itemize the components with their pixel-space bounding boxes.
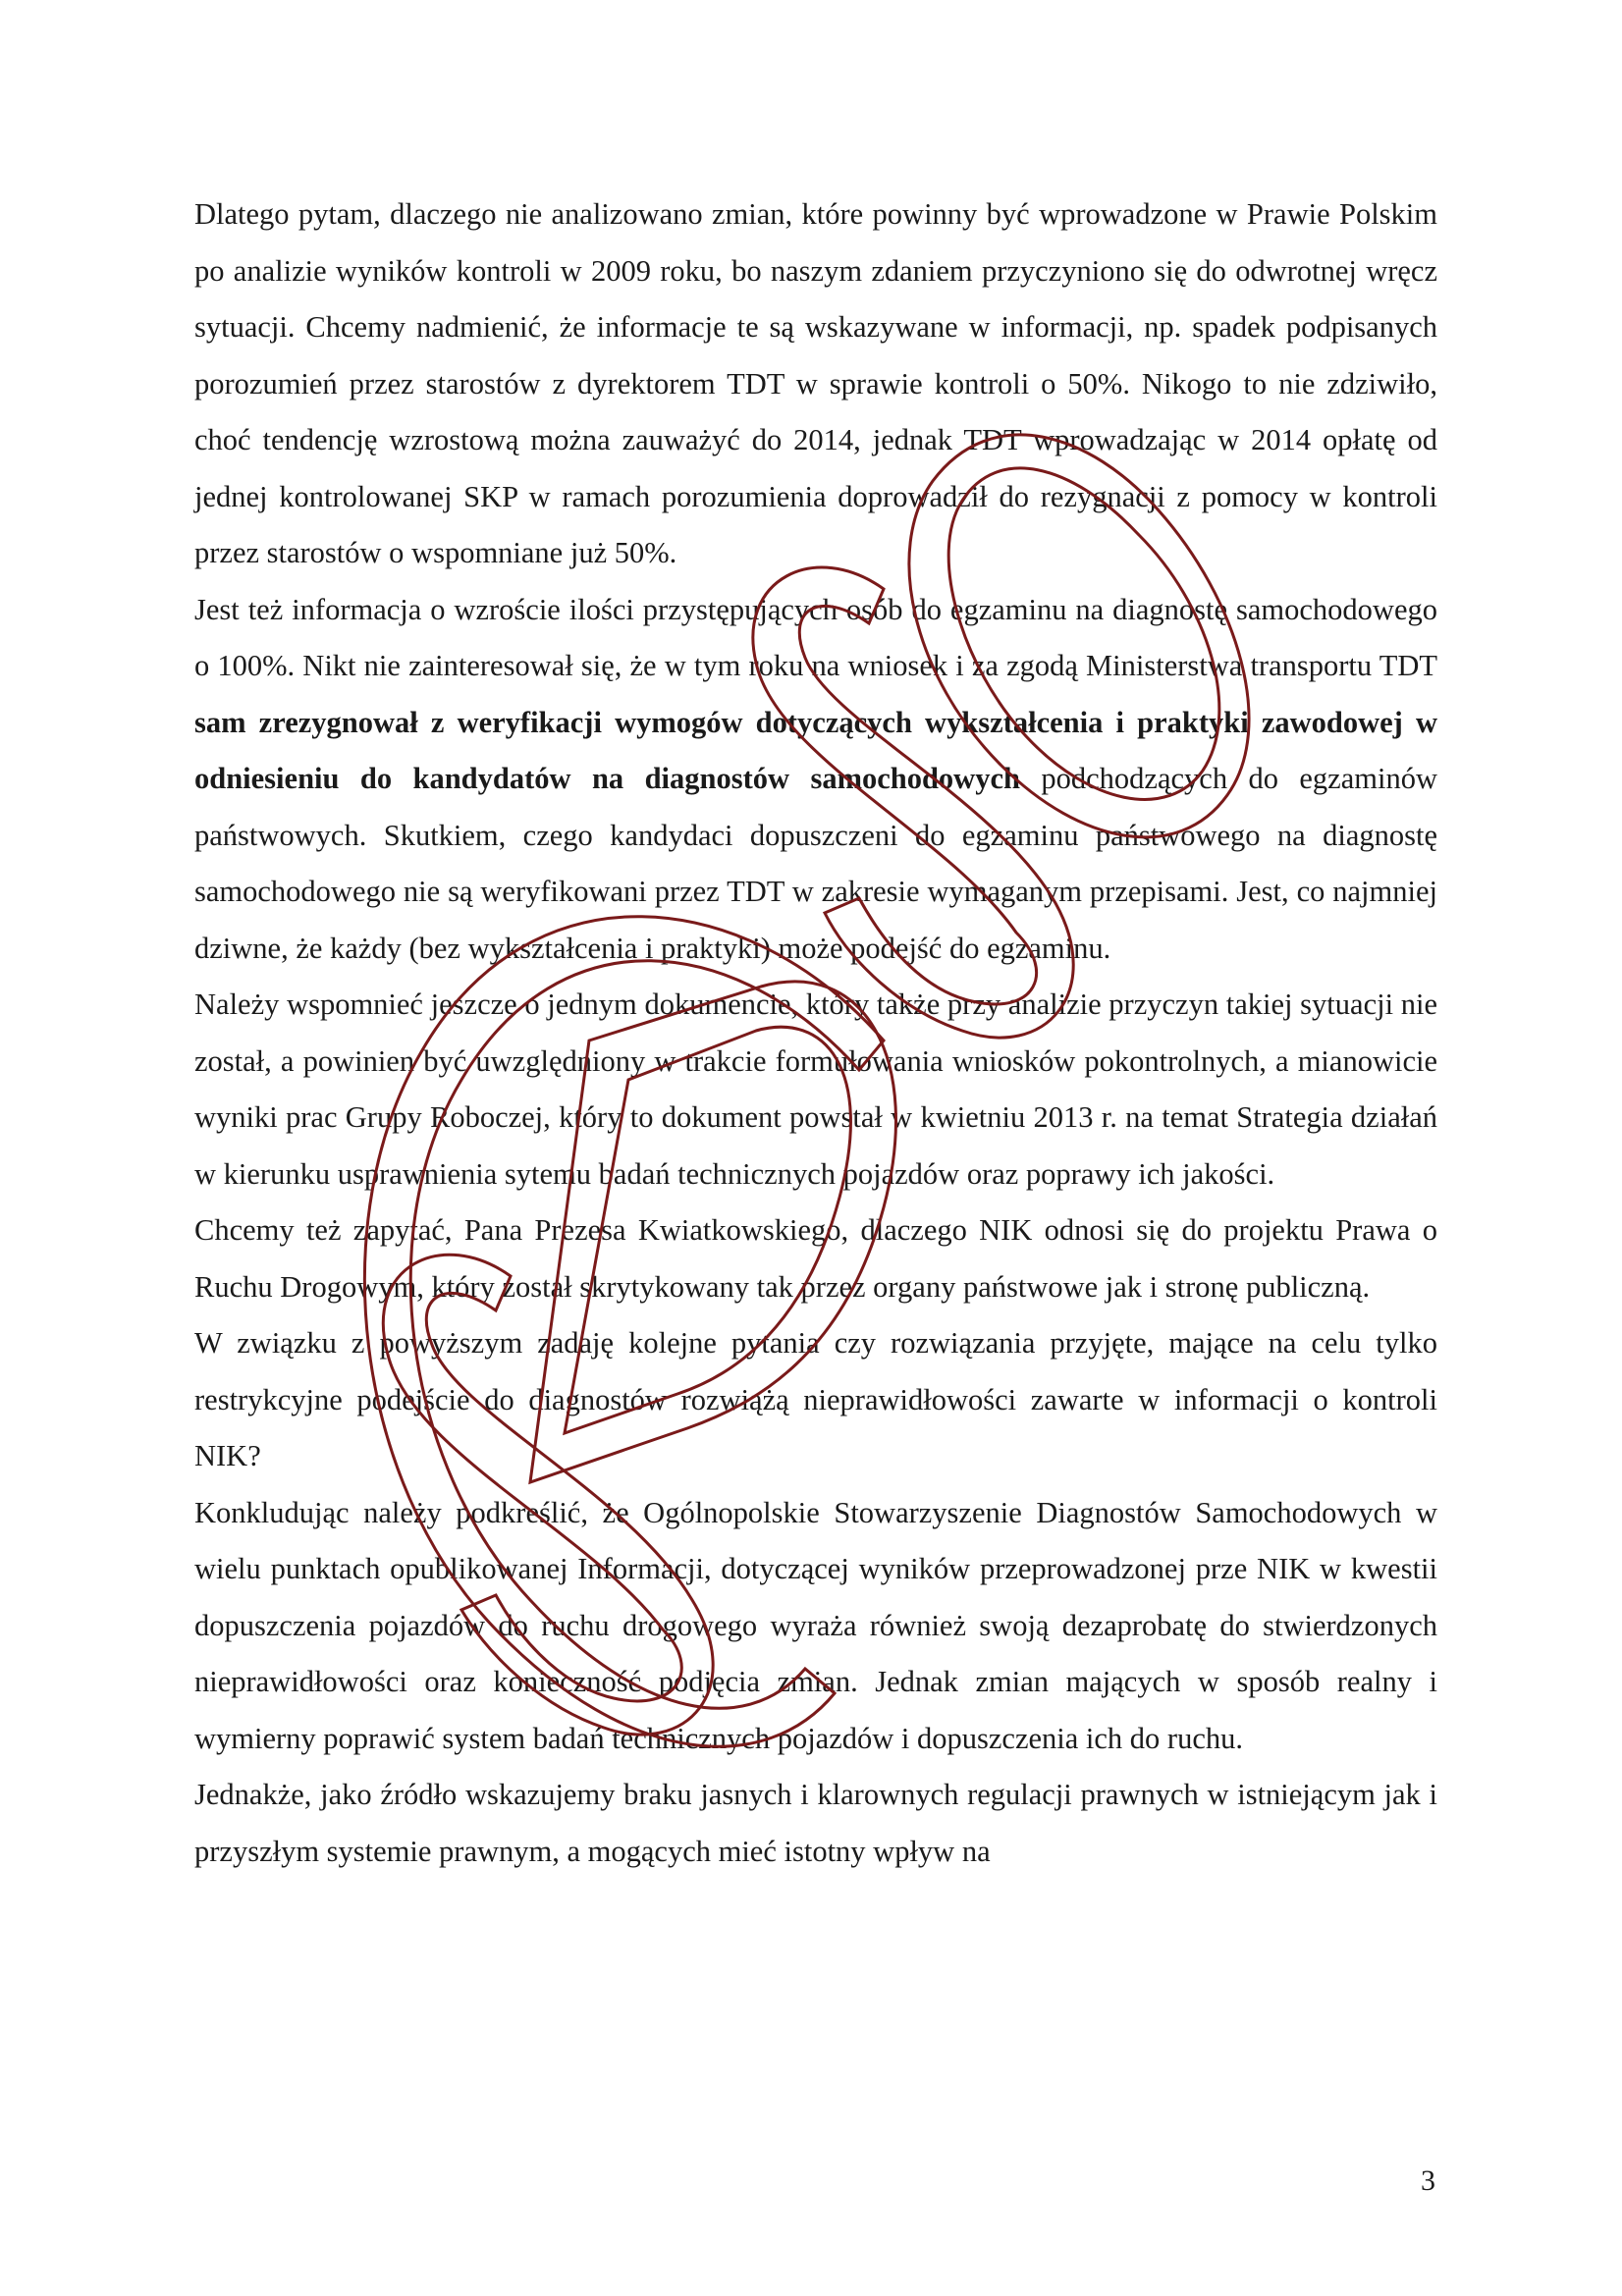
paragraph-1-text: Dlatego pytam, dlaczego nie analizowano zmian, które powinny być wprowadzone w Prawie Polskim po analizie wyników kontroli w 2009 roku, bo naszym zdaniem przyczyniono się do odwrotnej wręcz sytuacji. Chcemy nadmienić, że informacje te są wskazywane w informacji, np. spadek podpisanych porozumień przez starostów z dyrektorem TDT w sprawie kontroli o 50%. Nikogo to nie zdziwiło, choć tendencję wzrostową można zauważyć do 2014, jednak TDT wprowadzając w 2014 opłatę od jednej kontrolowanej SKP w ramach porozumienia doprowadził do rezygnacji z pomocy w kontroli przez starostów o wspomniane już 50%. [194, 197, 1437, 569]
paragraph-2-text-b: podchodzących do egzaminów państwowych. Skutkiem, czego kandydaci dopuszczeni do egzaminu państwowego na diagnostę samochodowego nie są weryfikowani przez TDT w zakresie wymaganym przepisami. Jest, co najmniej dziwne, że każdy (bez wykształcenia i praktyki) może podejść do egzaminu. [194, 762, 1437, 965]
paragraph-7-text: Jednakże, jako źródło wskazujemy braku jasnych i klarownych regulacji prawnych w istniejącym jak i przyszłym systemie prawnym, a mogących mieć istotny wpływ na [194, 1778, 1437, 1868]
paragraph-2 [194, 582, 1437, 978]
paragraph-6 [194, 1485, 1437, 1768]
paragraph-5 [194, 1315, 1437, 1485]
paragraph-3 [194, 977, 1437, 1202]
page-number: 3 [1421, 2164, 1435, 2197]
paragraph-4-text: Chcemy też zapytać, Pana Prezesa Kwiatkowskiego, dlaczego NIK odnosi się do projektu Prawa o Ruchu Drogowym, który został skrytykowany tak przez organy państwowe jak i stronę publiczną. [194, 1213, 1437, 1304]
paragraph-1 [194, 187, 1437, 582]
paragraph-2-bold-text: sam zrezygnował z weryfikacji wymogów dotyczących wykształcenia i praktyki zawodowej w odniesieniu do kandydatów na diagnostów samochodowych [194, 705, 1437, 795]
body-text [194, 187, 1437, 1880]
paragraph-4 [194, 1202, 1437, 1315]
paragraph-6-text: Konkludując należy podkreślić, że Ogólnopolskie Stowarzyszenie Diagnostów Samochodowych w wielu punktach opublikowanej Informacji, dotyczącej wyników przeprowadzonej prze NIK w kwestii dopuszczenia pojazdów do ruchu drogowego wyraża również swoją dezaprobatę do stwierdzonych nieprawidłowości oraz konieczność podjęcia zmian. Jednak zmian mających w sposób realny i wymierny poprawić system badań technicznych pojazdów i dopuszczenia ich do ruchu. [194, 1495, 1437, 1755]
paragraph-3-text: Należy wspomnieć jeszcze o jednym dokumencie, który także przy analizie przyczyn takiej sytuacji nie został, a powinien być uwzględniony w trakcie formułowania wniosków pokontrolnych, a mianowicie wyniki prac Grupy Roboczej, który to dokument powstał w kwietniu 2013 r. na temat Strategia działań w kierunku usprawnienia sytemu badań technicznych pojazdów oraz poprawy ich jakości. [194, 988, 1437, 1191]
paragraph-2-text-a: Jest też informacja o wzroście ilości przystępujących osób do egzaminu na diagnostę samochodowego o 100%. Nikt nie zainteresował się, że w tym roku na wniosek i za zgodą Ministerstwa transportu TDT [194, 592, 1437, 682]
paragraph-5-text: W związku z powyższym zadaję kolejne pytania czy rozwiązania przyjęte, mające na celu tylko restrykcyjne podejście do diagnostów rozwiążą nieprawidłowości zawarte w informacji o kontroli NIK? [194, 1326, 1437, 1472]
paragraph-7 [194, 1767, 1437, 1880]
